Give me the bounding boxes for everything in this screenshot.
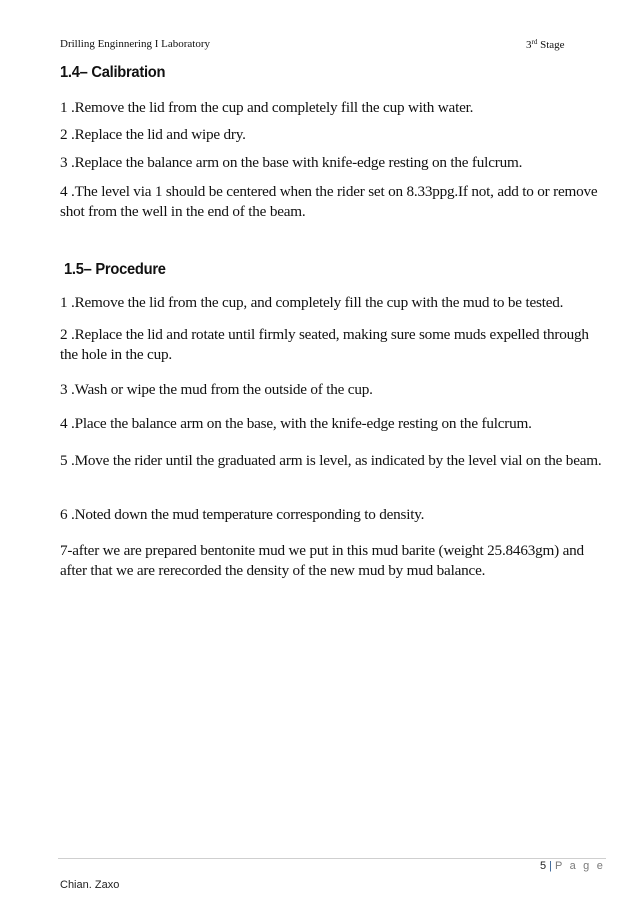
section-heading-calibration: 1.4– Calibration <box>60 64 166 81</box>
procedure-step-6: 6 .Noted down the mud temperature corresponding to density. <box>60 506 425 523</box>
procedure-step-2: 2 .Replace the lid and rotate until firmly seated, making sure some muds expelled through the hole in the cup. <box>60 326 589 363</box>
page-number-separator: | <box>549 860 552 872</box>
procedure-step-7: 7-after we are prepared bentonite mud we put in this mud barite (weight 25.8463gm) and after that we are rerecorded the density of the new mud by mud balance. <box>60 542 584 579</box>
procedure-step-3: 3 .Wash or wipe the mud from the outside of the cup. <box>60 381 373 398</box>
calibration-step-2: 2 .Replace the lid and wipe dry. <box>60 126 246 143</box>
procedure-step-1: 1 .Remove the lid from the cup, and completely fill the cup with the mud to be tested. <box>60 294 564 311</box>
header-stage <box>526 38 565 51</box>
section-heading-procedure: 1.5– Procedure <box>64 261 166 278</box>
footer-page-number <box>540 860 605 872</box>
calibration-step-1: 1 .Remove the lid from the cup and completely fill the cup with water. <box>60 99 474 116</box>
calibration-step-3: 3 .Replace the balance arm on the base with knife-edge resting on the fulcrum. <box>60 154 523 171</box>
footer-author: Chian. Zaxo <box>60 879 120 891</box>
header-course-title: Drilling Enginnering I Laboratory <box>60 38 210 50</box>
header-stage-suffix: rd <box>531 38 538 46</box>
header-stage-number: 3 <box>526 39 532 51</box>
procedure-step-4: 4 .Place the balance arm on the base, with the knife-edge resting on the fulcrum. <box>60 415 532 432</box>
page-number-value: 5 <box>540 860 547 872</box>
calibration-step-4: 4 .The level via 1 should be centered when the rider set on 8.33ppg.If not, add to or remove shot from the well in the end of the beam. <box>60 183 598 220</box>
header-stage-word: Stage <box>540 39 565 51</box>
footer-divider <box>58 858 606 859</box>
procedure-step-5: 5 .Move the rider until the graduated arm is level, as indicated by the level vial on the beam. <box>60 452 602 469</box>
page-word: P a g e <box>554 860 606 872</box>
